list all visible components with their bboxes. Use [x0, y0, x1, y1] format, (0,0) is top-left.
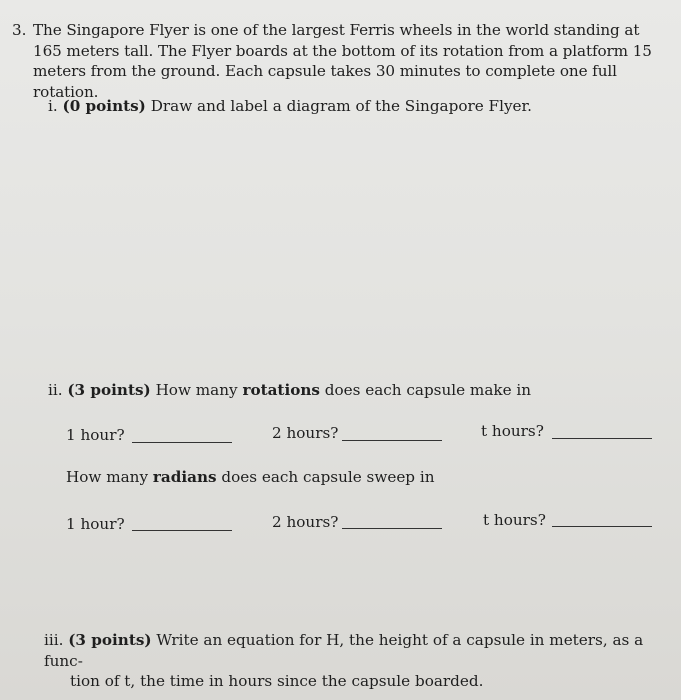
radians-text-after: does each capsule sweep in: [216, 468, 435, 486]
rotations-1-hour-blank[interactable]: [132, 442, 232, 443]
radians-2-hours-label: 2 hours?: [272, 513, 339, 531]
part-ii-emphasis: rotations: [242, 381, 320, 399]
part-iii-line1: Write an equation for H, the height of a capsule in meters, as a func-: [44, 631, 644, 670]
part-ii: [48, 380, 531, 401]
problem-number: 3.: [12, 21, 27, 39]
rotations-1-hour-label: 1 hour?: [66, 426, 125, 444]
part-i: [48, 96, 532, 117]
part-ii-text-before: How many: [155, 381, 243, 399]
part-i-text: Draw and label a diagram of the Singapore Flyer.: [150, 97, 532, 115]
rotations-2-hours-label: 2 hours?: [272, 424, 339, 442]
part-ii-marker: ii.: [48, 381, 63, 399]
radians-1-hour-blank[interactable]: [132, 530, 232, 531]
radians-t-hours-label: t hours?: [483, 511, 546, 529]
part-i-marker: i.: [48, 97, 58, 115]
part-ii-points: (3 points): [67, 381, 151, 399]
part-iii: [44, 630, 664, 692]
radians-t-hours-blank[interactable]: [552, 526, 652, 527]
problem-3: [12, 20, 652, 102]
rotations-2-hours-blank[interactable]: [342, 440, 442, 441]
rotations-t-hours-label: t hours?: [481, 422, 544, 440]
radians-text-before: How many: [66, 468, 153, 486]
part-iii-line2: tion of t, the time in hours since the capsule boarded.: [70, 672, 484, 690]
rotations-t-hours-blank[interactable]: [552, 438, 652, 439]
part-iii-points: (3 points): [68, 631, 152, 649]
part-i-points: (0 points): [62, 97, 146, 115]
part-ii-text-after: does each capsule make in: [319, 381, 532, 399]
radians-1-hour-label: 1 hour?: [66, 515, 125, 533]
problem-statement: The Singapore Flyer is one of the largest Ferris wheels in the world standing at 165 meters tall. The Flyer boards at the bottom of its rotation from a platform 15 meters from the ground. Each capsule takes 30 minutes to complete one full rotation.: [33, 21, 652, 101]
radians-question: [66, 468, 435, 486]
radians-2-hours-blank[interactable]: [342, 528, 442, 529]
radians-emphasis: radians: [152, 468, 217, 486]
part-iii-marker: iii.: [44, 631, 64, 649]
